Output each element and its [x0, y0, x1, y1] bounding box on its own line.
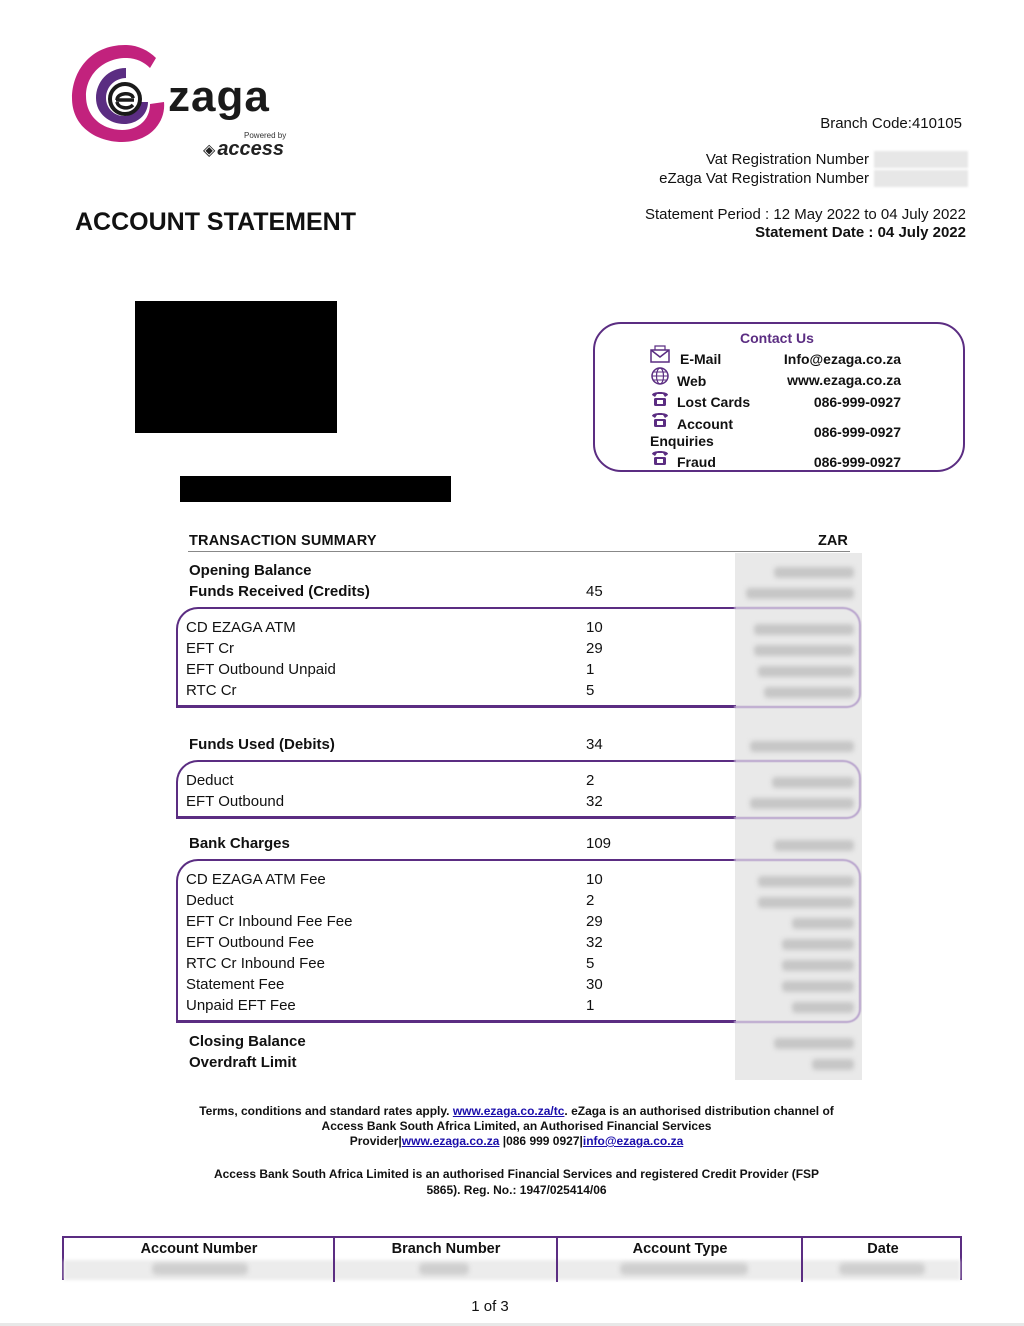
contact-label-fraud: Fraud [677, 454, 716, 470]
header-branch-number: Branch Number [391, 1241, 501, 1257]
contact-value-email[interactable]: Info@ezaga.co.za [783, 351, 901, 367]
debits-group-bottom [176, 816, 736, 819]
ezaga-vat-registration-redacted [874, 170, 968, 187]
closing-balance-label: Closing Balance [189, 1033, 306, 1050]
charge-row-count: 30 [586, 976, 603, 993]
header-account-type: Account Type [632, 1241, 728, 1257]
terms-line-2: Access Bank South Africa Limited, an Authorised Financial Services [321, 1119, 712, 1133]
bank-charges-count: 109 [586, 835, 612, 852]
charge-row-count: 32 [586, 934, 603, 951]
funds-used-amount [742, 739, 854, 751]
summary-divider [188, 551, 850, 552]
account-type-redacted [620, 1263, 748, 1275]
credit-row-label: EFT Cr [186, 640, 235, 657]
date-redacted [839, 1263, 925, 1275]
debit-row-count: 2 [586, 772, 595, 789]
phone-icon [650, 410, 670, 428]
debit-row-label: Deduct [186, 772, 234, 789]
debits-group-frame [176, 760, 736, 819]
charge-row-count: 29 [586, 913, 603, 930]
credit-row-amount [742, 685, 854, 697]
charge-row-label: RTC Cr Inbound Fee [186, 955, 325, 972]
contact-value-web[interactable]: www.ezaga.co.za [787, 372, 901, 388]
funds-received-label: Funds Received (Credits) [189, 583, 370, 600]
contact-value-lost-cards[interactable]: 086-999-0927 [813, 394, 901, 410]
credits-group-bottom [176, 705, 736, 708]
contact-us-title: Contact Us [740, 330, 814, 346]
debit-row-count: 32 [586, 793, 603, 810]
debit-row-amount [742, 775, 854, 787]
charge-row-count: 1 [586, 997, 595, 1014]
charge-row-count: 2 [586, 892, 595, 909]
credit-row-label: EFT Outbound Unpaid [186, 661, 336, 678]
opening-balance-label: Opening Balance [189, 562, 312, 579]
access-wordmark: access [217, 138, 285, 160]
credit-row-amount [742, 643, 854, 655]
opening-balance-amount [742, 565, 854, 577]
currency-label: ZAR [818, 533, 848, 549]
debit-row-label: EFT Outbound [186, 793, 285, 810]
credit-row-amount [742, 622, 854, 634]
email-link[interactable]: info@ezaga.co.za [582, 1134, 684, 1148]
charge-row-label: EFT Outbound Fee [186, 934, 315, 951]
logo-wordmark: zaga [168, 72, 270, 121]
terms-text-2: . eZaga is an authorised distribution channel of [564, 1104, 834, 1118]
charge-row-amount [742, 979, 854, 991]
statement-period: Statement Period : 12 May 2022 to 04 July 2022 [644, 206, 966, 223]
charge-row-label: EFT Cr Inbound Fee Fee [186, 913, 353, 930]
redacted-account-name [180, 476, 451, 502]
fsp-line-2: 5865). Reg. No.: 1947/025414/06 [426, 1183, 607, 1197]
powered-by-text: Powered by [244, 131, 287, 140]
charge-row-amount [742, 916, 854, 928]
contact-label-web: Web [677, 373, 707, 389]
funds-used-label: Funds Used (Debits) [189, 736, 335, 753]
vat-registration-label: Vat Registration Number [705, 151, 869, 168]
bank-charges-label: Bank Charges [189, 835, 290, 852]
redacted-address-block [135, 301, 337, 433]
contact-label-account: Account [677, 416, 733, 432]
overdraft-limit-label: Overdraft Limit [189, 1054, 297, 1071]
access-logo [203, 138, 284, 161]
funds-used-count: 34 [586, 736, 603, 753]
charge-row-amount [742, 874, 854, 886]
charges-group-bottom [176, 1020, 736, 1023]
credit-row-count: 1 [586, 661, 595, 678]
charge-row-amount [742, 895, 854, 907]
funds-received-amount [742, 586, 854, 598]
vat-registration-redacted [874, 151, 968, 168]
fsp-line: Access Bank South Africa Limited is an authorised Financial Services and registered Credit Provider (FSP [213, 1167, 820, 1181]
phone-icon [650, 389, 670, 407]
contact-label-enquiries: Enquiries [650, 433, 714, 449]
terms-line-3 [150, 1134, 883, 1149]
contact-label-lost-cards: Lost Cards [677, 394, 751, 410]
account-number-redacted [152, 1263, 248, 1275]
funds-received-count: 45 [586, 583, 603, 600]
envelope-icon [650, 345, 670, 363]
debit-row-amount [742, 796, 854, 808]
globe-icon [650, 367, 670, 385]
credit-row-label: RTC Cr [186, 682, 237, 699]
terms-line [150, 1104, 883, 1119]
charge-row-count: 10 [586, 871, 603, 888]
charge-row-label: CD EZAGA ATM Fee [186, 871, 326, 888]
phone-icon [650, 448, 670, 466]
credit-row-count: 5 [586, 682, 595, 699]
transaction-summary-heading: TRANSACTION SUMMARY [189, 533, 377, 549]
overdraft-limit-amount [742, 1057, 854, 1069]
credit-row-amount [742, 664, 854, 676]
account-details-table [62, 1236, 962, 1280]
closing-balance-amount [742, 1036, 854, 1048]
debits-group-right [734, 760, 861, 819]
credit-row-label: CD EZAGA ATM [186, 619, 296, 636]
contact-value-fraud[interactable]: 086-999-0927 [813, 454, 901, 470]
charge-row-amount [742, 937, 854, 949]
terms-link[interactable]: www.ezaga.co.za/tc [452, 1104, 565, 1118]
provider-text: Provider| [349, 1134, 402, 1148]
contact-label-email: E-Mail [680, 351, 722, 367]
page-number: 1 of 3 [471, 1298, 509, 1315]
ezaga-swirl-icon [70, 40, 180, 150]
website-link[interactable]: www.ezaga.co.za [401, 1134, 500, 1148]
charge-row-amount [742, 958, 854, 970]
charge-row-label: Unpaid EFT Fee [186, 997, 296, 1014]
branch-number-redacted [419, 1263, 469, 1275]
credit-row-count: 10 [586, 619, 603, 636]
header-date: Date [867, 1241, 899, 1257]
charge-row-label: Statement Fee [186, 976, 285, 993]
contact-value-account-enquiries[interactable]: 086-999-0927 [813, 424, 901, 440]
charge-row-count: 5 [586, 955, 595, 972]
statement-date: Statement Date : 04 July 2022 [755, 224, 966, 241]
credit-row-count: 29 [586, 640, 603, 657]
header-account-number: Account Number [140, 1241, 258, 1257]
bank-charges-amount [742, 838, 854, 850]
terms-text: Terms, conditions and standard rates apply. [199, 1104, 453, 1118]
charge-row-label: Deduct [186, 892, 234, 909]
phone-text: |086 999 0927| [499, 1134, 583, 1148]
page-title: ACCOUNT STATEMENT [75, 208, 356, 236]
ezaga-vat-registration-label: eZaga Vat Registration Number [659, 170, 869, 187]
branch-code: Branch Code:410105 [820, 115, 962, 132]
charge-row-amount [742, 1000, 854, 1012]
access-diamond-icon: ◈ [203, 142, 216, 159]
